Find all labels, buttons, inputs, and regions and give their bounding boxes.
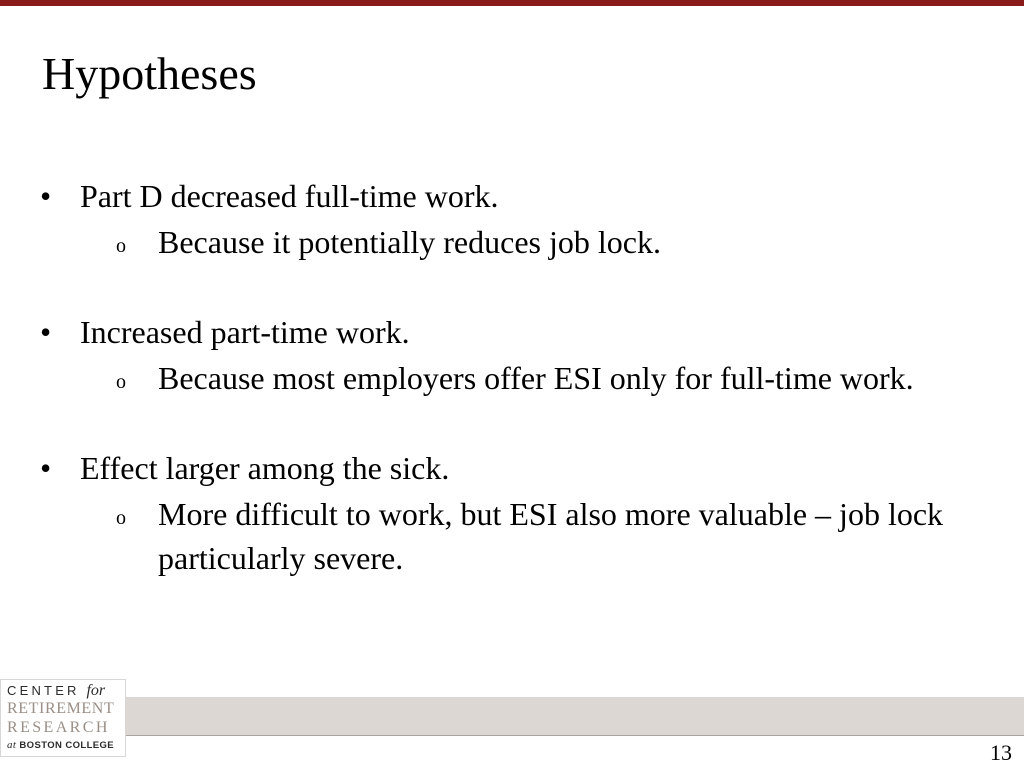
logo-center-text: CENTER	[7, 683, 80, 698]
sub-bullet-marker: o	[116, 235, 126, 257]
bullet-group-2	[0, 308, 1024, 400]
logo-boston-college-text: BOSTON COLLEGE	[19, 740, 115, 751]
sub-bullet-text: More difficult to work, but ESI also more valuable – job lock particularly severe.	[158, 496, 944, 576]
bullet-group-3	[0, 444, 1024, 580]
footer-divider	[0, 735, 1024, 736]
bullet-marker: •	[40, 178, 52, 214]
bullet-group-1	[0, 172, 1024, 264]
sub-bullet-marker: o	[116, 507, 126, 529]
logo-for-text: for	[86, 682, 106, 699]
logo-retirement-text: RETIREMENT	[7, 700, 115, 717]
slide-title: Hypotheses	[42, 48, 257, 99]
bullet-text: Effect larger among the sick.	[80, 450, 450, 486]
logo-at-text: at	[7, 739, 17, 751]
top-accent-bar	[0, 0, 1024, 6]
sub-bullet-marker: o	[116, 371, 126, 393]
page-number: 13	[990, 740, 1012, 765]
logo-research-text: RESEARCH	[7, 719, 110, 736]
slide-content	[0, 172, 1024, 580]
bullet-marker: •	[40, 314, 52, 350]
sub-bullet-text: Because it potentially reduces job lock.	[158, 224, 661, 260]
bullet-marker: •	[40, 450, 52, 486]
sub-bullet-text: Because most employers offer ESI only for full-time work.	[158, 360, 914, 396]
bullet-text: Part D decreased full-time work.	[80, 178, 499, 214]
footer-band	[0, 697, 1024, 735]
bullet-text: Increased part-time work.	[80, 314, 410, 350]
center-for-retirement-research-logo	[0, 679, 126, 757]
